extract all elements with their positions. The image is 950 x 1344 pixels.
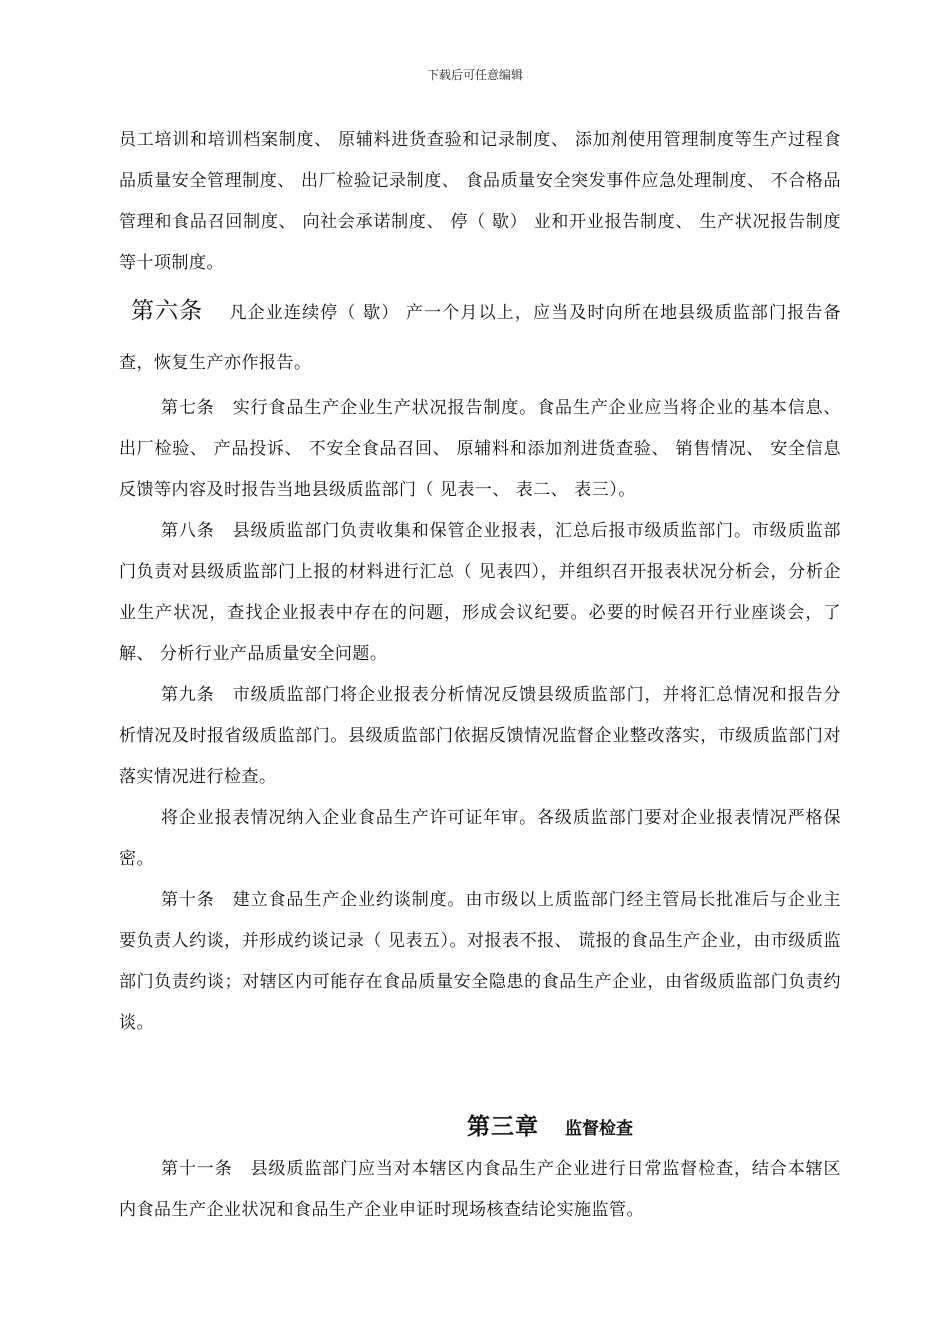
article-10-text: 建立食品生产企业约谈制度。由市级以上质监部门经主管局长批准后与企业主要负责人约谈，并形成约谈记录（ 见表五）。对报表不报、 谎报的食品生产企业，由市级质监部门负责约谈；对辖区内可能存在食品质量安全隐患的食品生产企业，由省级质监部门负责约谈。 (119, 890, 842, 1033)
article-9 (119, 675, 841, 798)
article-6-heading: 第六条 (131, 298, 204, 324)
chapter-number: 第三章 (467, 1114, 539, 1140)
article-10 (119, 880, 841, 1044)
article-6-text: 凡企业连续停（ 歇） 产一个月以上，应当及时向所在地县级质监部门报告备查，恢复生产亦作报告。 (119, 303, 842, 373)
article-6 (119, 286, 841, 388)
article-8-text: 县级质监部门负责收集和保管企业报表，汇总后报市级质监部门。市级质监部门负责对县级质监部门上报的材料进行汇总（ 见表四），并组织召开报表状况分析会，分析企业生产状况，查找企业报表中存在的问题，形成会议纪要。必要的时候召开行业座谈会，了解、 分析行业产品质量安全问题。 (119, 521, 842, 664)
article-8 (119, 511, 841, 675)
article-9-text: 市级质监部门将企业报表分析情况反馈县级质监部门，并将汇总情况和报告分析情况及时报省级质监部门。县级质监部门依据反馈情况监督企业整改落实，市级质监部门对落实情况进行检查。 (119, 685, 842, 787)
chapter-title: 监督检查 (565, 1119, 633, 1139)
article-7-text: 实行食品生产企业生产状况报告制度。食品生产企业应当将企业的基本信息、 出厂检验、 产品投诉、 不安全食品召回、 原辅料和添加剂进货查验、 销售情况、 安全信息反馈等内容及时报告当地县级质监部门（ 见表一、 表二、 表三）。 (119, 398, 842, 500)
article-9-heading: 第九条 (161, 685, 215, 705)
chapter-heading (119, 1108, 841, 1141)
article-11-text: 县级质监部门应当对本辖区内食品生产企业进行日常监督检查，结合本辖区内食品生产企业状况和食品生产企业申证时现场核查结论实施监管。 (119, 1159, 842, 1220)
article-10-heading: 第十条 (161, 890, 215, 910)
article-9-supplement: 将企业报表情况纳入企业食品生产许可证年审。各级质监部门要对企业报表情况严格保密。 (119, 808, 841, 869)
paragraph-system-list: 员工培训和培训档案制度、 原辅料进货查验和记录制度、 添加剂使用管理制度等生产过程食品质量安全管理制度、 出厂检验记录制度、 食品质量安全突发事件应急处理制度、 不合格品管理和食品召回制度、 向社会承诺制度、 停（ 歇） 业和开业报告制度、 生产状况报告制度等十项制度。 (119, 130, 841, 273)
article-7-heading: 第七条 (161, 398, 215, 418)
article-11 (119, 1149, 841, 1231)
article-7 (119, 388, 841, 511)
article-8-heading: 第八条 (161, 521, 215, 541)
page-header: 下载后可任意编辑 (426, 68, 523, 82)
document-body (119, 120, 841, 1231)
article-11-heading: 第十一条 (161, 1159, 233, 1179)
